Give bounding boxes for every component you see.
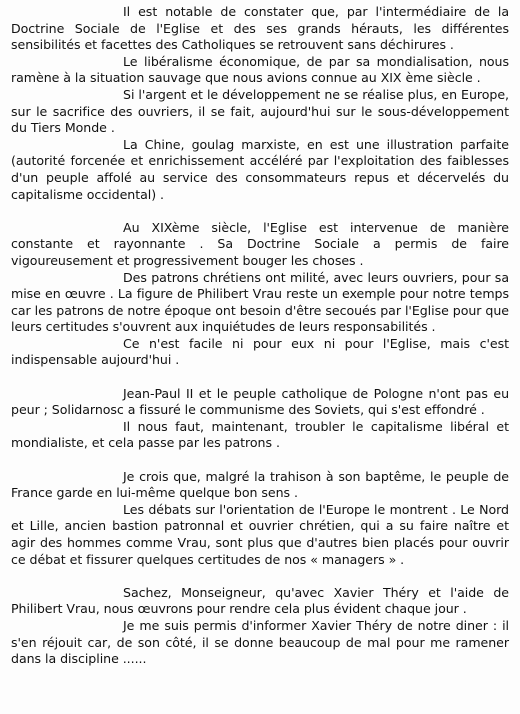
paragraph-spacer	[11, 452, 509, 469]
paragraph: Je me suis permis d'informer Xavier Théry de notre diner : il s'en réjouit car, de son côté, il se donne beaucoup de mal pour me ramener dans la discipline ......	[11, 617, 509, 667]
paragraph: Ce n'est facile ni pour eux ni pour l'Eglise, mais c'est indispensable aujourd'hui .	[11, 335, 509, 368]
paragraph: Les débats sur l'orientation de l'Europe le montrent . Le Nord et Lille, ancien bastion patronnal et ouvrier chrétien, qui a su faire naître et agir des hommes comme Vrau, sont plus que d'autres bien placés pour ouvrir ce débat et fissurer quelques certitudes de nos « managers » .	[11, 501, 509, 567]
paragraph: Il nous faut, maintenant, troubler le capitalisme libéral et mondialiste, et cela passe par les patrons .	[11, 418, 509, 451]
paragraph: Il est notable de constater que, par l'intermédiaire de la Doctrine Sociale de l'Eglise et des ses grands hérauts, les différentes sensibilités et facettes des Catholiques se retrouvent sans déchirures .	[11, 4, 509, 53]
paragraph: Jean-Paul II et le peuple catholique de Pologne n'ont pas eu peur ; Solidarnosc a fissuré le communisme des Soviets, qui s'est effondré .	[11, 385, 509, 418]
paragraph: Le libéralisme économique, de par sa mondialisation, nous ramène à la situation sauvage que nous avions connue au XIX ème siècle .	[11, 53, 509, 86]
paragraph-spacer	[11, 203, 509, 220]
paragraph: Si l'argent et le développement ne se réalise plus, en Europe, sur le sacrifice des ouvriers, il se fait, aujourd'hui sur le sous-développement du Tiers Monde .	[11, 86, 509, 136]
paragraph: Au XIXème siècle, l'Eglise est intervenue de manière constante et rayonnante . Sa Doctrine Sociale a permis de faire vigoureusement et progressivement bouger les choses .	[11, 219, 509, 268]
paragraph-spacer	[11, 369, 509, 386]
paragraph: Je crois que, malgré la trahison à son baptême, le peuple de France garde en lui-même quelque bon sens .	[11, 468, 509, 501]
letter-body	[11, 4, 509, 668]
paragraph: Sachez, Monseigneur, qu'avec Xavier Théry et l'aide de Philibert Vrau, nous œuvrons pour rendre cela plus évident chaque jour .	[11, 584, 509, 617]
paragraph: Des patrons chrétiens ont milité, avec leurs ouvriers, pour sa mise en œuvre . La figure de Philibert Vrau reste un exemple pour notre temps car les patrons de notre époque ont besoin d'être secoués par l'Eglise pour que leurs certitudes s'ouvrent aux inquiétudes de leurs responsabilités .	[11, 269, 509, 335]
paragraph: La Chine, goulag marxiste, en est une illustration parfaite (autorité forcenée et enrichissement accéléré par l'exploitation des faiblesses d'un peuple affolé au service des consommateurs repus et décervelés du capitalisme occidental) .	[11, 136, 509, 202]
paragraph-spacer	[11, 568, 509, 585]
